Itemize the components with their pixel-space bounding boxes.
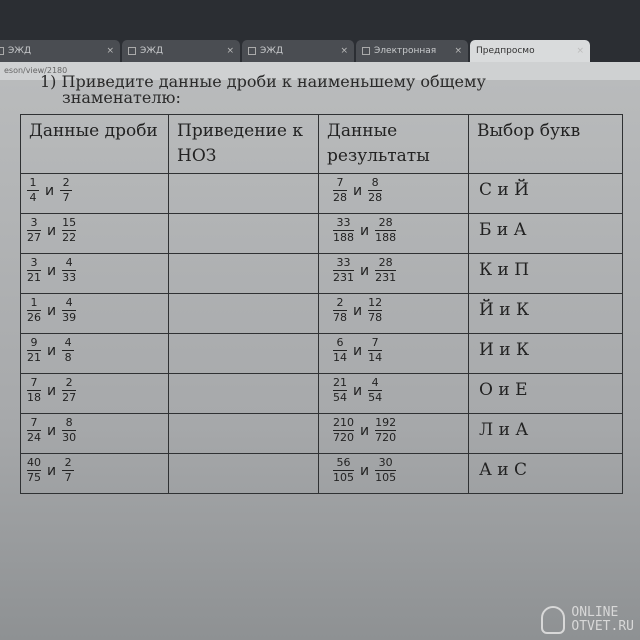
- fraction-pair: [327, 454, 468, 484]
- fraction-pair: [21, 454, 168, 484]
- numerator: 30: [378, 456, 393, 469]
- denominator: 188: [333, 231, 354, 244]
- numerator: 4: [65, 296, 73, 309]
- numerator: 9: [30, 336, 38, 349]
- denominator: 24: [27, 431, 41, 444]
- page-icon: [362, 47, 370, 55]
- numerator: 1: [29, 176, 37, 189]
- numerator: 40: [27, 456, 41, 469]
- fraction: [27, 297, 41, 324]
- denominator: 14: [368, 351, 383, 364]
- conjunction: и: [47, 222, 57, 239]
- conjunction: и: [353, 182, 363, 199]
- denominator: 231: [375, 271, 397, 284]
- conjunction: и: [360, 422, 370, 439]
- denominator: 21: [27, 351, 41, 364]
- task-line-1: 1) Приведите данные дроби к наименьшему общему: [40, 72, 486, 91]
- numerator: 2: [64, 456, 72, 469]
- numerator: 56: [336, 456, 351, 469]
- fraction: [27, 337, 41, 364]
- fraction: [375, 257, 396, 284]
- fraction: [368, 337, 382, 364]
- denominator: 4: [29, 191, 37, 204]
- numerator: 7: [30, 376, 38, 389]
- denominator: 105: [333, 471, 354, 484]
- reduce-cell[interactable]: [169, 454, 319, 494]
- browser-tab-active[interactable]: [470, 40, 590, 62]
- denominator: 105: [375, 471, 397, 484]
- denominator: 26: [27, 311, 41, 324]
- conjunction: и: [45, 182, 55, 199]
- denominator: 27: [62, 391, 77, 404]
- fraction-pair: [21, 374, 168, 404]
- tab-label: ЭЖД: [8, 46, 32, 56]
- result-fractions-cell: [319, 294, 469, 334]
- fraction: [333, 377, 347, 404]
- denominator: 720: [333, 431, 354, 444]
- conjunction: и: [47, 302, 57, 319]
- letters-cell: А и С: [469, 454, 623, 494]
- result-fractions-cell: [319, 334, 469, 374]
- denominator: 188: [375, 231, 397, 244]
- letters-cell: О и Е: [469, 374, 623, 414]
- table-row: [21, 374, 623, 414]
- table-row: [21, 414, 623, 454]
- fraction-pair: [327, 174, 468, 204]
- result-fractions-cell: [319, 414, 469, 454]
- fraction: [375, 217, 396, 244]
- numerator: 210: [333, 416, 354, 429]
- conjunction: и: [47, 382, 57, 399]
- denominator: 7: [62, 191, 70, 204]
- numerator: 33: [336, 216, 351, 229]
- denominator: 720: [375, 431, 397, 444]
- fraction: [62, 377, 76, 404]
- header-given: Данные дроби: [21, 115, 169, 174]
- conjunction: и: [47, 462, 57, 479]
- reduce-cell[interactable]: [169, 334, 319, 374]
- browser-tab[interactable]: [242, 40, 354, 62]
- watermark-logo: [541, 606, 634, 634]
- reduce-cell[interactable]: [169, 214, 319, 254]
- denominator: 18: [27, 391, 41, 404]
- given-fractions-cell: [21, 374, 169, 414]
- fraction: [27, 377, 41, 404]
- fraction: [333, 177, 347, 204]
- numerator: 6: [336, 336, 344, 349]
- fraction: [368, 177, 382, 204]
- numerator: 15: [62, 216, 77, 229]
- conjunction: и: [47, 422, 57, 439]
- table-row: [21, 294, 623, 334]
- denominator: 8: [64, 351, 72, 364]
- given-fractions-cell: [21, 294, 169, 334]
- given-fractions-cell: [21, 334, 169, 374]
- fraction-pair: [327, 374, 468, 404]
- fraction: [375, 457, 396, 484]
- task-heading: [40, 72, 560, 107]
- numerator: 28: [378, 216, 393, 229]
- numerator: 7: [30, 416, 38, 429]
- denominator: 28: [333, 191, 347, 204]
- browser-tab[interactable]: [0, 40, 120, 62]
- fraction: [333, 417, 354, 444]
- table-row: [21, 334, 623, 374]
- numerator: 1: [30, 296, 38, 309]
- letters-cell: Л и А: [469, 414, 623, 454]
- tab-label: Предпросмо: [476, 46, 535, 56]
- fraction: [368, 377, 382, 404]
- letters-cell: Б и А: [469, 214, 623, 254]
- reduce-cell[interactable]: [169, 174, 319, 214]
- result-fractions-cell: [319, 374, 469, 414]
- numerator: 12: [368, 296, 383, 309]
- denominator: 7: [64, 471, 72, 484]
- fraction: [27, 457, 41, 484]
- fraction-pair: [21, 294, 168, 324]
- tab-label: Электронная: [374, 46, 437, 56]
- header-reduce: Приведение к НОЗ: [169, 115, 319, 174]
- fraction: [368, 297, 382, 324]
- table-body: [21, 174, 623, 494]
- fraction-pair: [327, 214, 468, 244]
- fraction-pair: [21, 214, 168, 244]
- conjunction: и: [353, 342, 363, 359]
- fraction-pair: [21, 174, 168, 204]
- fraction-pair: [327, 414, 468, 444]
- fraction: [27, 177, 39, 204]
- conjunction: и: [360, 222, 370, 239]
- page-icon: [128, 47, 136, 55]
- table-row: [21, 174, 623, 214]
- fraction: [62, 257, 76, 284]
- numerator: 2: [336, 296, 344, 309]
- conjunction: и: [353, 382, 363, 399]
- numerator: 2: [62, 176, 70, 189]
- numerator: 8: [371, 176, 379, 189]
- numerator: 4: [64, 336, 72, 349]
- address-text: eson/view/2180: [4, 66, 68, 75]
- fraction: [375, 417, 396, 444]
- fraction: [27, 257, 41, 284]
- fraction: [333, 297, 347, 324]
- fraction: [333, 457, 354, 484]
- numerator: 4: [65, 256, 73, 269]
- watermark-line-1: ONLINE: [571, 605, 619, 620]
- result-fractions-cell: [319, 214, 469, 254]
- denominator: 75: [27, 471, 41, 484]
- conjunction: и: [47, 342, 57, 359]
- given-fractions-cell: [21, 414, 169, 454]
- numerator: 192: [375, 416, 397, 429]
- denominator: 78: [368, 311, 383, 324]
- denominator: 231: [333, 271, 354, 284]
- denominator: 27: [27, 231, 41, 244]
- fraction: [60, 177, 72, 204]
- browser-tab[interactable]: [122, 40, 240, 62]
- fraction: [333, 257, 354, 284]
- given-fractions-cell: [21, 174, 169, 214]
- letters-cell: Й и К: [469, 294, 623, 334]
- numerator: 3: [30, 256, 38, 269]
- denominator: 28: [368, 191, 383, 204]
- given-fractions-cell: [21, 214, 169, 254]
- denominator: 54: [333, 391, 347, 404]
- numerator: 21: [333, 376, 347, 389]
- browser-tab[interactable]: [356, 40, 468, 62]
- denominator: 21: [27, 271, 41, 284]
- fraction: [62, 337, 74, 364]
- fraction: [333, 217, 354, 244]
- lightbulb-icon: [541, 606, 565, 634]
- header-letters: Выбор букв: [469, 115, 623, 174]
- denominator: 78: [333, 311, 347, 324]
- denominator: 33: [62, 271, 77, 284]
- result-fractions-cell: [319, 454, 469, 494]
- fraction-pair: [327, 294, 468, 324]
- denominator: 30: [62, 431, 77, 444]
- result-fractions-cell: [319, 254, 469, 294]
- denominator: 22: [62, 231, 77, 244]
- numerator: 8: [65, 416, 73, 429]
- denominator: 54: [368, 391, 383, 404]
- conjunction: и: [47, 262, 57, 279]
- page-icon: [0, 47, 4, 55]
- fraction-pair: [327, 254, 468, 284]
- given-fractions-cell: [21, 454, 169, 494]
- page-icon: [248, 47, 256, 55]
- table-row: [21, 454, 623, 494]
- reduce-cell[interactable]: [169, 374, 319, 414]
- numerator: 4: [371, 376, 379, 389]
- denominator: 14: [333, 351, 347, 364]
- conjunction: и: [360, 462, 370, 479]
- fractions-table: [20, 114, 623, 494]
- fraction-pair: [21, 414, 168, 444]
- fraction: [62, 417, 76, 444]
- close-icon[interactable]: ×: [454, 46, 462, 56]
- fraction: [27, 217, 41, 244]
- close-icon[interactable]: ×: [106, 46, 114, 56]
- fraction: [62, 457, 74, 484]
- reduce-cell[interactable]: [169, 414, 319, 454]
- task-line-2: знаменателю:: [62, 88, 181, 107]
- conjunction: и: [360, 262, 370, 279]
- header-results: Данные результаты: [319, 115, 469, 174]
- tab-label: ЭЖД: [140, 46, 164, 56]
- numerator: 7: [371, 336, 379, 349]
- conjunction: и: [353, 302, 363, 319]
- table-row: [21, 254, 623, 294]
- reduce-cell[interactable]: [169, 294, 319, 334]
- table-row: [21, 214, 623, 254]
- numerator: 2: [65, 376, 73, 389]
- denominator: 39: [62, 311, 77, 324]
- numerator: 33: [336, 256, 351, 269]
- letters-cell: С и Й: [469, 174, 623, 214]
- fraction: [62, 297, 76, 324]
- close-icon[interactable]: ×: [226, 46, 234, 56]
- tab-label: ЭЖД: [260, 46, 284, 56]
- browser-tab-bar: [0, 0, 640, 64]
- given-fractions-cell: [21, 254, 169, 294]
- numerator: 3: [30, 216, 38, 229]
- fraction-pair: [327, 334, 468, 364]
- fraction-pair: [21, 334, 168, 364]
- letters-cell: К и П: [469, 254, 623, 294]
- fraction-pair: [21, 254, 168, 284]
- letters-cell: И и К: [469, 334, 623, 374]
- numerator: 7: [336, 176, 344, 189]
- fraction: [27, 417, 41, 444]
- fraction: [62, 217, 76, 244]
- close-icon[interactable]: ×: [340, 46, 348, 56]
- result-fractions-cell: [319, 174, 469, 214]
- reduce-cell[interactable]: [169, 254, 319, 294]
- numerator: 28: [378, 256, 393, 269]
- close-icon[interactable]: ×: [576, 46, 584, 56]
- fraction: [333, 337, 347, 364]
- watermark-line-2: OTVET.RU: [571, 619, 634, 634]
